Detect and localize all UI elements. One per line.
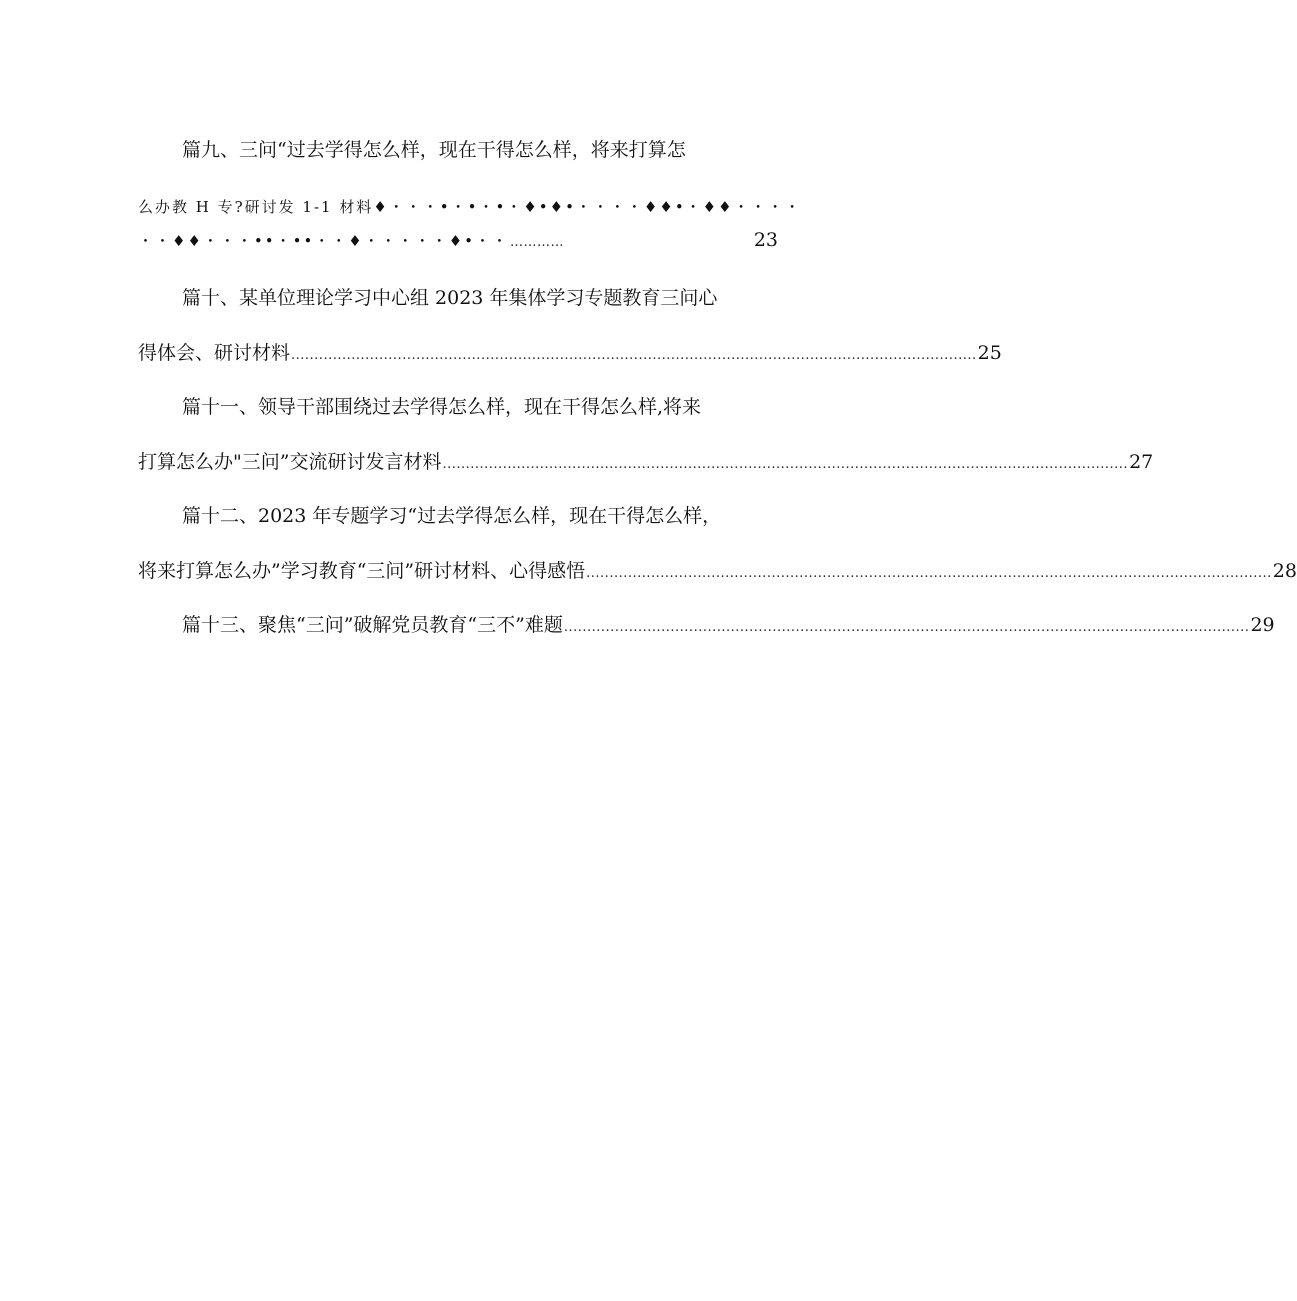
toc-entry-13-line-1 (182, 612, 1275, 641)
toc-entry-13-line-1-text: 篇十三、聚焦“三问”破解党员教育“三不”难题 (182, 614, 563, 636)
toc-entry-11-page-number: 27 (1129, 451, 1154, 473)
toc-leader-dots: .................................................................................................................................................... (442, 457, 1129, 472)
toc-entry-9-line-1: 篇九、三问“过去学得怎么样，现在干得怎么样，将来打算怎 (182, 139, 686, 161)
toc-entry-11-line-1: 篇十一、领导干部围绕过去学得怎么样，现在干得怎么样,将来 (182, 396, 702, 418)
toc-entry-12-line-1: 篇十二、2023 年专题学习“过去学得怎么样，现在干得怎么样， (182, 505, 722, 527)
toc-entry-11-line-2-text: 打算怎么办"三问”交流研讨发言材料 (138, 451, 442, 473)
toc-entry-10-line-2-text: 得体会、研讨材料 (138, 342, 291, 364)
toc-entry-13-page-number: 29 (1250, 614, 1275, 636)
toc-entry-12-line-2 (138, 558, 1297, 587)
toc-entry-9-line-3-text: ・・♦♦・・・••・••・・♦・・・・・♦•・・ (138, 232, 510, 250)
toc-entry-10-line-2 (138, 340, 1002, 369)
toc-leader-dots: .................................................................................................................................................... (291, 348, 977, 363)
toc-entry-12-page-number: 28 (1272, 560, 1297, 582)
toc-entry-11-line-2 (138, 449, 1154, 478)
toc-entry-12-line-2-text: 将来打算怎么办”学习教育“三问”研讨材料、心得感悟 (138, 560, 586, 582)
toc-leader-dots: .................................................................................................................................................... (563, 620, 1250, 635)
toc-entry-9-page-number: 23 (753, 229, 778, 251)
toc-entry-10-page-number: 25 (977, 342, 1002, 364)
toc-entry-9-line-2: 么办教 H 专?研讨发 1-1 材料♦・・・•・•・•・♦•♦•・・・・♦♦•・♦♦・・・・ (138, 198, 802, 216)
toc-leader-dots: .................................................................................................................................................... (586, 566, 1272, 581)
toc-entry-9-line-3 (138, 227, 778, 256)
toc-entry-10-line-1: 篇十、某单位理论学习中心组 2023 年集体学习专题教育三问心 (182, 287, 718, 309)
toc-leader-dots: ………… (510, 235, 565, 250)
